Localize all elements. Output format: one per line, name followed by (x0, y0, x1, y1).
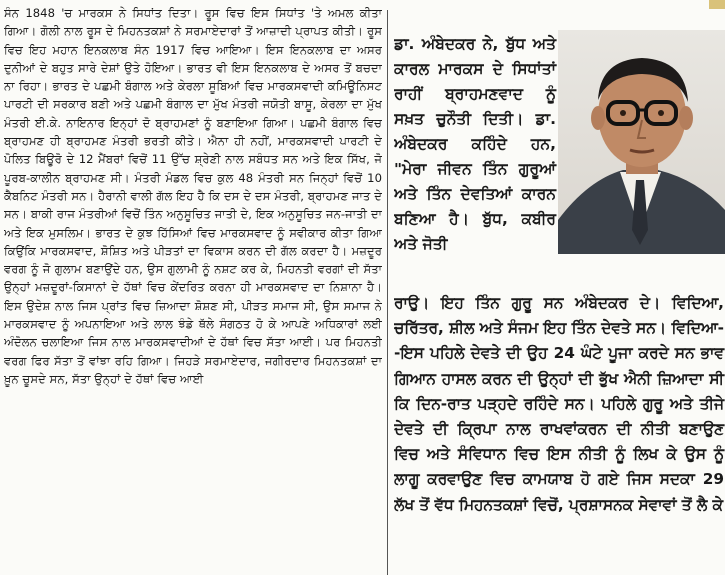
left-column (4, 4, 382, 575)
portrait-photo-icon (558, 30, 725, 254)
corner-mark (709, 0, 725, 9)
right-column (394, 0, 725, 575)
right-body (394, 291, 724, 518)
column-divider (387, 10, 388, 575)
intro-text: ਡਾ. ਅੰਬੇਦਕਰ ਨੇ, ਬੁੱਧ ਅਤੇ ਕਾਰਲ ਮਾਰਕਸ ਦੇ ਸਿਧਾਂਤਾਂ ਰਾਹੀਂ ਬ੍ਰਾਹਮਣਵਾਦ ਨੂੰ ਸਖ਼ਤ ਚੁਨੌਤੀ ਦਿਤੀ। ਡਾ. ਅੰਬੇਦਕਰ ਕਹਿੰਦੇ ਹਨ, "ਮੇਰਾ ਜੀਵਨ ਤਿੰਨ ਗੁਰੂਆਂ ਅਤੇ ਤਿੰਨ ਦੇਵਤਿਆਂ ਕਾਰਨ ਬਣਿਆ ਹੈ। ਬੁੱਧ, ਕਬੀਰ ਅਤੇ ਜੋਤੀ (394, 35, 556, 253)
intro-block (394, 32, 556, 257)
left-column-text: ਸੰਨ 1848 'ਚ ਮਾਰਕਸ ਨੇ ਸਿਧਾਂਤ ਦਿਤਾ। ਰੂਸ ਵਿਚ ਇਸ ਸਿਧਾਂਤ 'ਤੇ ਅਮਲ ਕੀਤਾ ਗਿਆ। ਗੋਲੀ ਨਾਲ ਰੂਸ ਦੇ ਮਿਹਨਤਕਸ਼ਾਂ ਨੇ ਸਰਮਾਏਦਾਰਾਂ ਤੋਂ ਆਜ਼ਾਦੀ ਪ੍ਰਾਪਤ ਕੀਤੀ। ਰੂਸ ਵਿਚ ਇਹ ਮਹਾਨ ਇਨਕਲਾਬ ਸੰਨ 1917 ਵਿਚ ਆਇਆ। ਇਸ ਇਨਕਲਾਬ ਦਾ ਅਸਰ ਦੁਨੀਆਂ ਦੇ ਬਹੁਤ ਸਾਰੇ ਦੇਸ਼ਾਂ ਉਤੇ ਹੋਇਆ। ਭਾਰਤ ਵੀ ਇਸ ਇਨਕਲਾਬ ਦੇ ਅਸਰ ਤੋਂ ਬਚਦਾ ਨਾ ਰਿਹਾ। ਭਾਰਤ ਦੇ ਪਛਮੀ ਬੰਗਾਲ ਅਤੇ ਕੇਰਲਾ ਸੂਬਿਆਂ ਵਿਚ ਮਾਰਕਸਵਾਦੀ ਕਮਿਊਨਿਸਟ ਪਾਰਟੀ ਦੀ ਸਰਕਾਰ ਬਣੀ ਅਤੇ ਪਛਮੀ ਬੰਗਾਲ ਦਾ ਮੁੱਖ ਮੰਤਰੀ ਜਯੋਤੀ ਬਾਸੂ, ਕੇਰਲਾ ਦਾ ਮੁੱਖ ਮੰਤਰੀ ਈ.ਕੇ. ਨਾਇਨਾਰ ਇਨ੍ਹਾਂ ਦੋ ਬ੍ਰਾਹਮਣਾਂ ਨੂੰ ਬਣਾਇਆ ਗਿਆ। ਪਛਮੀ ਬੰਗਾਲ ਵਿਚ ਬ੍ਰਾਹਮਣ ਹੀ ਬ੍ਰਾਹਮਣ ਮੰਤਰੀ ਭਰਤੀ ਕੀਤੇ। ਐਨਾ ਹੀ ਨਹੀਂ, ਮਾਰਕਸਵਾਦੀ ਪਾਰਟੀ ਦੇ ਪੋਲਿਤ ਬਿਊਰੋ ਦੇ 12 ਮੈਂਬਰਾਂ ਵਿਚੋਂ 11 ਉੱਚ ਸ਼੍ਰੇਣੀ ਨਾਲ ਸਬੰਧਤ ਸਨ ਅਤੇ ਇਕ ਸਿੱਖ, ਜੋ ਪੂਰਬ-ਕਾਲੀਨ ਬ੍ਰਾਹਮਣ ਸੀ। ਮੰਤਰੀ ਮੰਡਲ ਵਿਚ ਕੁਲ 48 ਮੰਤਰੀ ਸਨ ਜਿਨ੍ਹਾਂ ਵਿਚੋਂ 10 ਕੈਬਨਿਟ ਮੰਤਰੀ ਸਨ। ਹੈਰਾਨੀ ਵਾਲੀ ਗੱਲ ਇਹ ਹੈ ਕਿ ਦਸ ਦੇ ਦਸ ਮੰਤਰੀ, ਬ੍ਰਾਹਮਣ ਜਾਤ ਦੇ ਸਨ। ਬਾਕੀ ਰਾਜ ਮੰਤਰੀਆਂ ਵਿਚੋਂ ਤਿੰਨ ਅਨੁਸੂਚਿਤ ਜਾਤੀ ਦੇ, ਇਕ ਅਨੁਸੂਚਿਤ ਜਨ-ਜਾਤੀ ਦਾ ਅਤੇ ਇਕ ਮੁਸਲਿਮ। ਭਾਰਤ ਦੇ ਕੁਝ ਹਿੱਸਿਆਂ ਵਿਚ ਮਾਰਕਸਵਾਦ ਨੂੰ ਸਵੀਕਾਰ ਕੀਤਾ ਗਿਆ ਕਿਉਂਕਿ ਮਾਰਕਸਵਾਦ, ਸ਼ੋਸ਼ਿਤ ਅਤੇ ਪੀੜਤਾਂ ਦਾ ਵਿਕਾਸ ਕਰਨ ਦੀ ਗੱਲ ਕਰਦਾ ਹੈ। ਮਜ਼ਦੂਰ ਵਰਗ ਨੂੰ ਜੋ ਗੁਲਾਮ ਬਣਾਉਂਦੇ ਹਨ, ਉਸ ਗੁਲਾਮੀ ਨੂੰ ਨਸ਼ਟ ਕਰ ਕੇ, ਮਿਹਨਤੀ ਵਰਗਾਂ ਦੀ ਸੱਤਾ ਉਨ੍ਹਾਂ ਮਜ਼ਦੂਰਾਂ-ਕਿਸਾਨਾਂ ਦੇ ਹੱਥਾਂ ਵਿਚ ਕੇਂਦਰਿਤ ਕਰਨਾ ਹੀ ਮਾਰਕਸਵਾਦ ਦਾ ਨਿਸ਼ਾਨਾ ਹੈ। ਇਸ ਉਦੇਸ਼ ਨਾਲ ਜਿਸ ਪ੍ਰਾਂਤ ਵਿਚ ਜ਼ਿਆਦਾ ਸ਼ੋਸ਼ਣ ਸੀ, ਪੀੜਤ ਸਮਾਜ ਸੀ, ਉਸ ਸਮਾਜ ਨੇ ਮਾਰਕਸਵਾਦ ਨੂੰ ਅਪਨਾਇਆ ਅਤੇ ਲਾਲ ਝੰਡੇ ਥੱਲੇ ਸੰਗਠਤ ਹੋ ਕੇ ਆਪਣੇ ਅਧਿਕਾਰਾਂ ਲਈ ਅੰਦੋਲਨ ਚਲਾਇਆ ਜਿਸ ਨਾਲ ਮਾਰਕਸਵਾਦੀਆਂ ਦੇ ਹੱਥਾਂ ਵਿਚ ਸੱਤਾ ਆਈ। ਪਰ ਮਿਹਨਤੀ ਵਰਗ ਫਿਰ ਸੱਤਾ ਤੋਂ ਵਾਂਝਾ ਰਹਿ ਗਿਆ। ਜਿਹੜੇ ਸਰਮਾਏਦਾਰ, ਜਗੀਰਦਾਰ ਮਿਹਨਤਕਸ਼ਾਂ ਦਾ ਖ਼ੂਨ ਚੂਸਦੇ ਸਨ, ਸੱਤਾ ਉਨ੍ਹਾਂ ਦੇ ਹੱਥਾਂ ਵਿਚ ਆਈ (4, 6, 382, 386)
right-body-text: ਰਾਉ। ਇਹ ਤਿੰਨ ਗੁਰੂ ਸਨ ਅੰਬੇਦਕਰ ਦੇ। ਵਿਦਿਆ, ਚਰਿੱਤਰ, ਸ਼ੀਲ ਅਤੇ ਸੰਜਮ ਇਹ ਤਿੰਨ ਦੇਵਤੇ ਸਨ। ਵਿਦਿਆ--ਇਸ ਪਹਿਲੇ ਦੇਵਤੇ ਦੀ ਉਹ 24 ਘੰਟੇ ਪੂਜਾ ਕਰਦੇ ਸਨ ਭਾਵ ਗਿਆਨ ਹਾਸਲ ਕਰਨ ਦੀ ਉਨ੍ਹਾਂ ਦੀ ਭੁੱਖ ਐਨੀ ਜ਼ਿਆਦਾ ਸੀ ਕਿ ਦਿਨ-ਰਾਤ ਪੜ੍ਹਦੇ ਰਹਿੰਦੇ ਸਨ। ਪਹਿਲੇ ਗੁਰੂ ਅਤੇ ਤੀਜੇ ਦੇਵਤੇ ਦੀ ਕ੍ਰਿਪਾ ਨਾਲ ਰਾਖਵਾਂਕਰਨ ਦੀ ਨੀਤੀ ਬਣਾਉਣ ਵਿਚ ਅਤੇ ਸੰਵਿਧਾਨ ਵਿਚ ਇਸ ਨੀਤੀ ਨੂੰ ਲਿਖ ਕੇ ਉਸ ਨੂੰ ਲਾਗੂ ਕਰਵਾਉਣ ਵਿਚ ਕਾਮਯਾਬ ਹੋ ਗਏ ਜਿਸ ਸਦਕਾ 29 ਲੱਖ ਤੋਂ ਵੱਧ ਮਿਹਨਤਕਸ਼ਾਂ ਵਿਚੋਂ, ਪ੍ਰਸ਼ਾਸਨਕ ਸੇਵਾਵਾਂ ਤੋਂ ਲੈ ਕੇ (394, 294, 724, 514)
portrait-photo (558, 30, 725, 254)
